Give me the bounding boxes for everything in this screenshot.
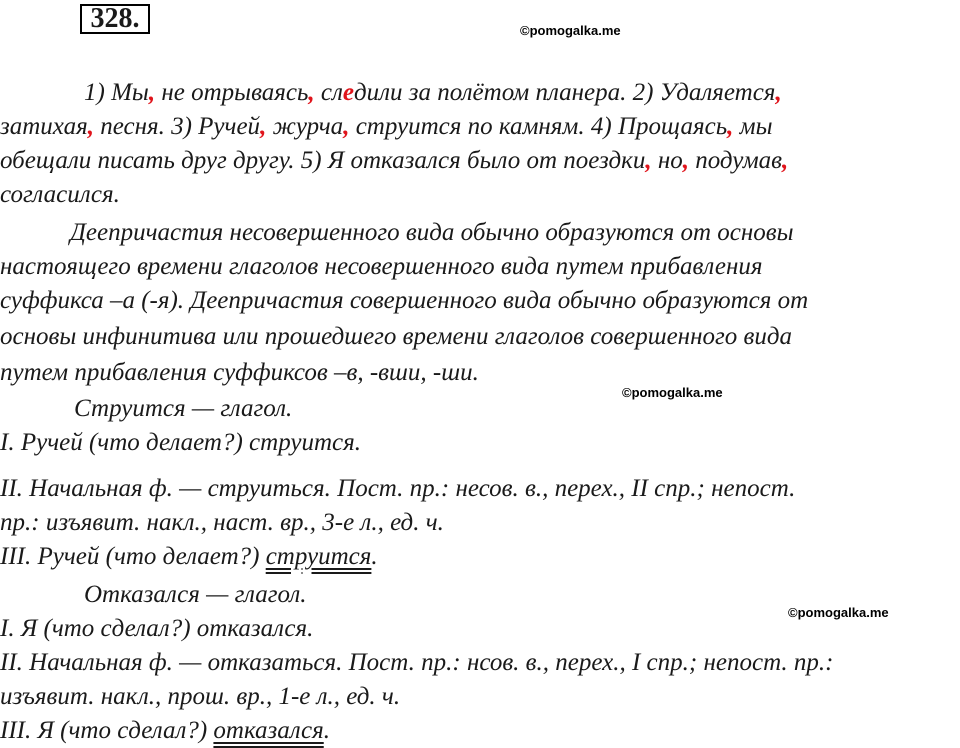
parse1-step-iii: III. Ручей (что делает?) струится.: [0, 543, 378, 570]
parse2-heading: Отказался — глагол.: [84, 581, 307, 608]
watermark-top: ©pomogalka.me: [520, 23, 621, 38]
exercise-number: 328.: [80, 4, 150, 34]
theory-line-3: суффикса –а (-я). Деепричастия совершенного вида обычно образуются от: [0, 287, 809, 314]
theory-line-5: путем прибавления суффиксов –в, -вши, -ши.: [0, 359, 479, 386]
sentence-line-2: затихая, песня. 3) Ручей, журча, струится по камням. 4) Прощаясь, мы: [0, 113, 773, 140]
parse1-step-ii-line-1: II. Начальная ф. — струиться. Пост. пр.: несов. в., перех., II спр.; непост.: [0, 475, 796, 502]
sentence-line-1: 1) Мы, не отрываясь, следили за полётом планера. 2) Удаляется,: [84, 79, 782, 106]
theory-line-4: основы инфинитива или прошедшего времени глаголов совершенного вида: [0, 323, 792, 350]
parse1-step-ii-line-2: пр.: изъявит. накл., наст. вр., 3-е л., ед. ч.: [0, 509, 444, 536]
sentence-line-3: обещали писать друг другу. 5) Я отказался было от поездки, но, подумав,: [0, 147, 789, 174]
watermark-bottom: ©pomogalka.me: [788, 605, 889, 620]
parse2-step-iii: III. Я (что сделал?) отказался.: [0, 717, 330, 744]
sentence-line-4: согласился.: [0, 181, 120, 208]
parse1-step-i: I. Ручей (что делает?) струится.: [0, 429, 361, 456]
theory-line-1: Деепричастия несовершенного вида обычно образуются от основы: [70, 219, 794, 246]
underlined-verb: отказался: [213, 717, 324, 744]
watermark-middle: ©pomogalka.me: [622, 385, 723, 400]
parse2-step-ii-line-2: изъявит. накл., прош. вр., 1-е л., ед. ч.: [0, 683, 401, 710]
theory-line-2: настоящего времени глаголов несовершенного вида путем прибавления: [0, 253, 763, 280]
parse2-step-i: I. Я (что сделал?) отказался.: [0, 615, 314, 642]
underlined-verb: струится: [265, 543, 372, 570]
parse1-heading: Струится — глагол.: [74, 395, 293, 422]
parse2-step-ii-line-1: II. Начальная ф. — отказаться. Пост. пр.: нсов. в., перех., I спр.; непост. пр.:: [0, 649, 834, 676]
